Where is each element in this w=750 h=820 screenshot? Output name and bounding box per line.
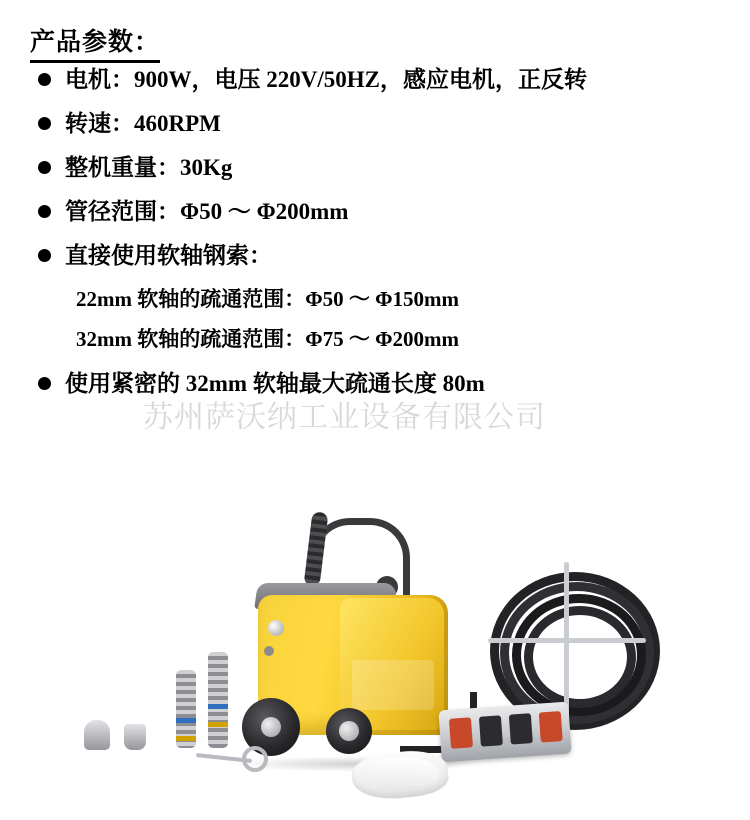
cutter-head-icon [124, 724, 146, 750]
wheel-hub-icon [339, 721, 359, 741]
case-slot [479, 715, 503, 746]
spring-band [176, 736, 196, 741]
spec-text: 使用紧密的 32mm 软轴最大疏通长度 80m [65, 371, 485, 396]
spring-band [208, 704, 228, 709]
spring-accessory [208, 652, 228, 748]
watermark: 苏州萨沃纳工业设备有限公司 [143, 401, 546, 434]
accessory-tool-case [438, 702, 571, 763]
machine-bolt-icon [264, 646, 274, 656]
spec-list [38, 64, 718, 412]
list-item [38, 196, 718, 227]
spring-band [176, 718, 196, 723]
list-item [38, 368, 718, 399]
spec-text: 整机重量：30Kg [65, 155, 233, 180]
coil-ring [524, 606, 636, 708]
cutter-head-icon [84, 720, 110, 750]
pin-ring-icon [242, 746, 268, 772]
spec-text: 直接使用软轴钢索： [65, 243, 272, 268]
spring-band [208, 722, 228, 727]
product-photo [0, 480, 750, 820]
sub-line-group [76, 284, 718, 354]
list-item [38, 64, 718, 95]
wheel-hub-icon [261, 717, 281, 737]
sub-line: 32mm 软轴的疏通范围：Φ75 ～ Φ200mm [76, 327, 460, 351]
spec-text: 转速：460RPM [65, 111, 221, 136]
spec-text: 电机：900W，电压 220V/50HZ，感应电机，正反转 [65, 67, 587, 92]
spring-cable-coil [486, 566, 658, 726]
spec-text: 管径范围：Φ50 ～ Φ200mm [65, 199, 349, 224]
bullet-icon [38, 161, 51, 174]
case-slot [449, 717, 473, 748]
bullet-icon [38, 205, 51, 218]
list-item [38, 240, 718, 271]
sub-line: 22mm 软轴的疏通范围：Φ50 ～ Φ150mm [76, 287, 460, 311]
bullet-icon [38, 73, 51, 86]
case-slot [539, 711, 563, 742]
machine-wheel-right [326, 708, 372, 754]
bullet-icon [38, 249, 51, 262]
list-item [38, 108, 718, 139]
bullet-icon [38, 117, 51, 130]
bullet-icon [38, 377, 51, 390]
coil-frame-horizontal [488, 638, 646, 643]
page-title: 产品参数： [30, 22, 160, 63]
machine-knob-icon [268, 620, 284, 636]
page-title-wrap [30, 22, 160, 63]
case-slot [509, 713, 533, 744]
list-item [38, 152, 718, 183]
